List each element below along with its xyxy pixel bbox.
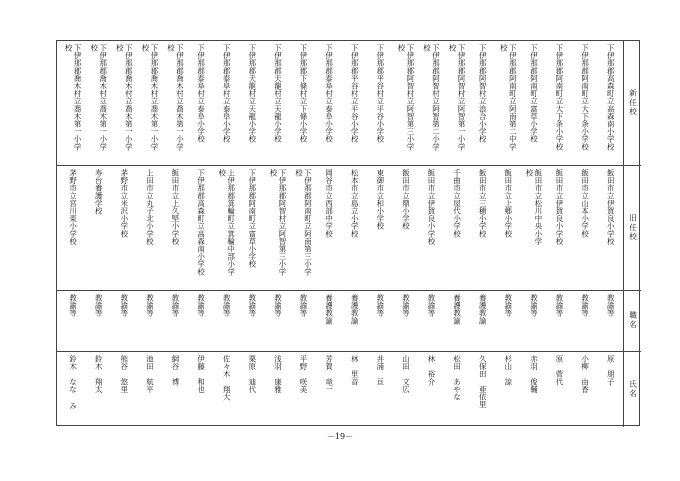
- record-column: [546, 41, 572, 427]
- name-cell-text: 林 裕介: [426, 355, 436, 386]
- old-school-cell-text: 千曲市立屋代小学校: [452, 169, 462, 238]
- record-column: [213, 41, 239, 427]
- name-cell: [265, 355, 291, 425]
- old-school-cell: [316, 169, 342, 289]
- old-school-cell-text: 上田市立丸子北小学校: [145, 169, 155, 245]
- old-school-cell-text: 茅野市立米沢小学校: [119, 169, 129, 238]
- position-cell-text: 教諭等: [401, 294, 411, 317]
- record-column: [444, 41, 470, 427]
- old-school-cell-text: 松本市立島立小学校: [350, 169, 360, 238]
- old-school-cell-text: 校: [524, 169, 534, 177]
- name-cell: [239, 355, 265, 425]
- new-school-cell-text: 下伊那郡阿智村立阿智第二小学: [431, 44, 441, 151]
- position-cell-text: 教諭等: [119, 294, 129, 317]
- old-school-cell-text: 飯田市立松川中央小学: [533, 169, 543, 245]
- new-school-cell-text: 下伊那郡阿智村立阿智第一小学: [457, 44, 467, 151]
- new-school-cell-text: 下伊那郡喬木村立喬木第一小学: [98, 44, 108, 151]
- new-school-cell-text: 校: [140, 44, 150, 52]
- name-cell-text: 久保田 亜依里: [478, 355, 488, 409]
- old-school-cell: [495, 169, 521, 289]
- old-school-cell-text: 下伊那郡阿智村立阿智第三小学: [277, 169, 287, 276]
- record-column: [290, 41, 316, 427]
- position-cell: [137, 294, 163, 350]
- position-cell-text: 教諭等: [298, 294, 308, 317]
- position-cell-text: 教諭等: [375, 294, 385, 317]
- name-cell: [597, 355, 623, 425]
- new-school-cell: [367, 44, 393, 164]
- name-cell: [162, 355, 188, 425]
- old-school-cell-text: 寿台養護学校: [94, 169, 104, 215]
- position-cell: [495, 294, 521, 350]
- new-school-cell-text: 下伊那郡下條村立下條小学校: [298, 44, 308, 143]
- new-school-cell: [188, 44, 214, 164]
- name-cell: [393, 355, 419, 425]
- old-school-cell-text: 上伊那郡箕輪町立箕輪中部小学: [226, 169, 236, 276]
- old-school-cell-text: 飯田市立伊賀良小学校: [554, 169, 564, 245]
- new-school-cell-text: 校: [89, 44, 99, 52]
- old-school-cell-text: 校: [294, 169, 304, 177]
- name-cell-text: 鈴木 なな み: [68, 355, 78, 410]
- new-school-cell: [418, 44, 444, 164]
- old-school-cell-text: 飯田市立上郷小学校: [503, 169, 513, 238]
- name-cell: [367, 355, 393, 425]
- position-cell-text: 教諭等: [222, 294, 232, 317]
- record-column: [341, 41, 367, 427]
- new-school-cell: [572, 44, 598, 164]
- position-cell: [290, 294, 316, 350]
- position-cell-text: 教諭等: [580, 294, 590, 317]
- record-column: [85, 41, 111, 427]
- name-cell-text: 松田 あやな: [452, 355, 462, 401]
- record-column: [469, 41, 495, 427]
- name-cell-text: 伊藤 和也: [196, 355, 206, 393]
- name-cell: [341, 355, 367, 425]
- name-cell-text: 小柳 由香: [580, 355, 590, 393]
- position-cell: [239, 294, 265, 350]
- header-position: 職名: [628, 311, 638, 330]
- header-new-school: 新任校: [628, 89, 638, 117]
- record-column: [265, 41, 291, 427]
- name-cell-text: 栗原 迪代: [247, 355, 257, 393]
- position-cell: [85, 294, 111, 350]
- record-column: [418, 41, 444, 427]
- position-cell-text: 教諭等: [170, 294, 180, 317]
- new-school-cell: [469, 44, 495, 164]
- old-school-cell-text: 飯田市立三穂小学校: [478, 169, 488, 238]
- position-cell: [265, 294, 291, 350]
- old-school-cell: [239, 169, 265, 289]
- position-cell: [111, 294, 137, 350]
- record-column: [137, 41, 163, 427]
- position-cell-text: 教諭等: [196, 294, 206, 317]
- new-school-cell: [597, 44, 623, 164]
- old-school-cell-text: 飯田市立伊賀良小学校: [426, 169, 436, 245]
- old-school-cell-text: 校: [217, 169, 227, 177]
- name-cell-text: 網谷 博: [170, 355, 180, 386]
- position-cell-text: 養護教諭: [324, 294, 334, 325]
- position-cell: [367, 294, 393, 350]
- name-cell-text: 芳賀 竜一: [324, 355, 334, 393]
- new-school-cell: [444, 44, 470, 164]
- name-cell: [290, 355, 316, 425]
- old-school-cell-text: 下伊那郡高森町立高森南小学校: [196, 169, 206, 276]
- name-cell-text: 井浦 亘: [375, 355, 385, 386]
- position-cell-text: 教諭等: [426, 294, 436, 317]
- record-column: [393, 41, 419, 427]
- record-column: [367, 41, 393, 427]
- name-cell-text: 佐々木 翔大: [222, 355, 232, 401]
- new-school-cell-text: 下伊那郡喬木村立喬木第一小学: [175, 44, 185, 151]
- position-cell-text: 教諭等: [606, 294, 616, 317]
- old-school-cell-text: 下伊那郡阿南町立富草小学校: [247, 169, 257, 268]
- new-school-cell-text: 下伊那郡泰阜村立泰阜小学校: [222, 44, 232, 143]
- name-cell-text: 赤羽 俊輔: [529, 355, 539, 393]
- old-school-cell: [597, 169, 623, 289]
- new-school-cell-text: 下伊那郡阿智村立浪合小学校: [478, 44, 488, 143]
- new-school-cell-text: 下伊那郡天龍村立天龍小学校: [273, 44, 283, 143]
- old-school-cell: [265, 169, 291, 289]
- old-school-cell: [393, 169, 419, 289]
- position-cell: [393, 294, 419, 350]
- new-school-cell: [495, 44, 521, 164]
- position-cell: [546, 294, 572, 350]
- position-cell: [213, 294, 239, 350]
- name-cell-text: 熊谷 悠里: [119, 355, 129, 393]
- old-school-cell-text: 飯田市立伊賀良小学校: [606, 169, 616, 245]
- position-cell: [469, 294, 495, 350]
- position-cell: [188, 294, 214, 350]
- name-cell: [418, 355, 444, 425]
- new-school-cell-text: 下伊那郡阿南町立大下条小学校: [580, 44, 590, 151]
- new-school-cell-text: 校: [499, 44, 509, 52]
- header-old-school: 旧任校: [628, 213, 638, 242]
- old-school-cell-text: 飯田市立上久堅小学校: [170, 169, 180, 245]
- new-school-cell-text: 下伊那郡天龍村立天龍小学校: [247, 44, 257, 143]
- position-cell: [341, 294, 367, 350]
- position-cell-text: 教諭等: [503, 294, 513, 317]
- old-school-cell: [85, 169, 111, 289]
- old-school-cell: [521, 169, 547, 289]
- new-school-cell: [111, 44, 137, 164]
- new-school-cell-text: 下伊那郡阿南町立富草小学校: [529, 44, 539, 143]
- position-cell-text: 教諭等: [247, 294, 257, 317]
- position-cell: [521, 294, 547, 350]
- new-school-cell-text: 校: [396, 44, 406, 52]
- old-school-cell: [367, 169, 393, 289]
- record-column: [111, 41, 137, 427]
- record-column: [597, 41, 623, 427]
- new-school-cell-text: 校: [64, 44, 74, 52]
- name-cell: [316, 355, 342, 425]
- record-column: [60, 41, 86, 427]
- position-cell: [162, 294, 188, 350]
- page-number: －19－: [326, 432, 354, 441]
- new-school-cell: [213, 44, 239, 164]
- position-cell: [597, 294, 623, 350]
- position-cell-text: 教諭等: [273, 294, 283, 317]
- name-cell-text: 浅羽 康雅: [273, 355, 283, 393]
- position-cell-text: 教諭等: [529, 294, 539, 317]
- name-cell: [137, 355, 163, 425]
- record-column: [162, 41, 188, 427]
- new-school-cell-text: 下伊那郡阿智村立阿智第三小学: [405, 44, 415, 151]
- name-cell-text: 鈴木 翔太: [94, 355, 104, 393]
- old-school-cell: [188, 169, 214, 289]
- name-cell: [85, 355, 111, 425]
- new-school-cell: [341, 44, 367, 164]
- name-cell: [111, 355, 137, 425]
- record-column: [188, 41, 214, 427]
- old-school-cell: [418, 169, 444, 289]
- record-column: [521, 41, 547, 427]
- new-school-cell: [60, 44, 86, 164]
- name-cell: [60, 355, 86, 425]
- position-cell: [60, 294, 86, 350]
- old-school-cell: [546, 169, 572, 289]
- old-school-cell-text: 校: [268, 169, 278, 177]
- old-school-cell: [137, 169, 163, 289]
- new-school-cell-text: 下伊那郡平谷村立平谷小学校: [350, 44, 360, 143]
- old-school-cell-text: 岡谷市立西部中学校: [324, 169, 334, 238]
- position-cell-text: 教諭等: [145, 294, 155, 317]
- new-school-cell: [290, 44, 316, 164]
- new-school-cell: [316, 44, 342, 164]
- position-cell: [418, 294, 444, 350]
- new-school-cell-text: 下伊那郡平谷村立平谷小学校: [375, 44, 385, 143]
- position-cell: [316, 294, 342, 350]
- new-school-cell-text: 下伊那郡阿南町立大下条小学校: [554, 44, 564, 151]
- position-cell-text: 養護教諭: [452, 294, 462, 325]
- old-school-cell: [162, 169, 188, 289]
- record-column: [572, 41, 598, 427]
- old-school-cell-text: 下伊那郡阿南町立阿南第三小学: [303, 169, 313, 276]
- old-school-cell: [469, 169, 495, 289]
- name-cell-text: 林 里音: [350, 355, 360, 386]
- name-cell-text: 原 菅代: [554, 355, 564, 386]
- name-cell-text: 池田 航平: [145, 355, 155, 393]
- new-school-cell: [137, 44, 163, 164]
- position-cell-text: 教諭等: [554, 294, 564, 317]
- new-school-cell-text: 校: [166, 44, 176, 52]
- position-cell-text: 教諭等: [94, 294, 104, 317]
- old-school-cell: [60, 169, 86, 289]
- new-school-cell-text: 下伊那郡喬木村立喬木第一小学: [124, 44, 134, 151]
- new-school-cell-text: 下伊那郡泰阜村立泰阜小学校: [324, 44, 334, 143]
- new-school-cell: [393, 44, 419, 164]
- name-cell: [213, 355, 239, 425]
- position-cell-text: 教諭等: [68, 294, 78, 317]
- old-school-cell-text: 飯田市立山本小学校: [580, 169, 590, 238]
- new-school-cell-text: 下伊那郡喬木村立喬木第一小学: [73, 44, 83, 151]
- new-school-cell-text: 下伊那郡喬木村立喬木第一小学: [149, 44, 159, 151]
- record-column: [495, 41, 521, 427]
- old-school-cell: [213, 169, 239, 289]
- new-school-cell-text: 校: [115, 44, 125, 52]
- name-cell: [572, 355, 598, 425]
- new-school-cell-text: 校: [448, 44, 458, 52]
- new-school-cell: [239, 44, 265, 164]
- record-column: [239, 41, 265, 427]
- record-column: [316, 41, 342, 427]
- old-school-cell-text: 飯田市立鼎小学校: [401, 169, 411, 230]
- position-cell-text: 養護教諭: [478, 294, 488, 325]
- position-cell-text: 養護教諭: [350, 294, 360, 325]
- new-school-cell: [85, 44, 111, 164]
- old-school-cell: [341, 169, 367, 289]
- old-school-cell-text: 茅野市立宮川東小学校: [68, 169, 78, 245]
- old-school-cell-text: 東御市立和小学校: [375, 169, 385, 230]
- position-cell: [572, 294, 598, 350]
- new-school-cell: [265, 44, 291, 164]
- new-school-cell-text: 下伊那郡泰阜村立泰阜小学校: [196, 44, 206, 143]
- personnel-table: [56, 40, 640, 426]
- new-school-cell: [162, 44, 188, 164]
- name-cell: [444, 355, 470, 425]
- new-school-cell-text: 下伊那郡高森町立高森南小学校: [606, 44, 616, 151]
- name-cell-text: 山田 文広: [401, 355, 411, 393]
- new-school-cell-text: 下伊那郡阿南町立阿南第二中学: [508, 44, 518, 151]
- old-school-cell: [111, 169, 137, 289]
- position-cell: [444, 294, 470, 350]
- old-school-cell: [444, 169, 470, 289]
- name-cell: [546, 355, 572, 425]
- name-cell: [495, 355, 521, 425]
- name-cell-text: 平野 咲美: [298, 355, 308, 393]
- name-cell-text: 原 朋子: [606, 355, 616, 386]
- name-cell: [469, 355, 495, 425]
- new-school-cell: [521, 44, 547, 164]
- name-cell: [521, 355, 547, 425]
- new-school-cell: [546, 44, 572, 164]
- name-cell: [188, 355, 214, 425]
- new-school-cell-text: 校: [422, 44, 432, 52]
- old-school-cell: [572, 169, 598, 289]
- header-name: 氏名: [628, 379, 638, 399]
- name-cell-text: 杉山 諒: [503, 355, 513, 386]
- old-school-cell: [290, 169, 316, 289]
